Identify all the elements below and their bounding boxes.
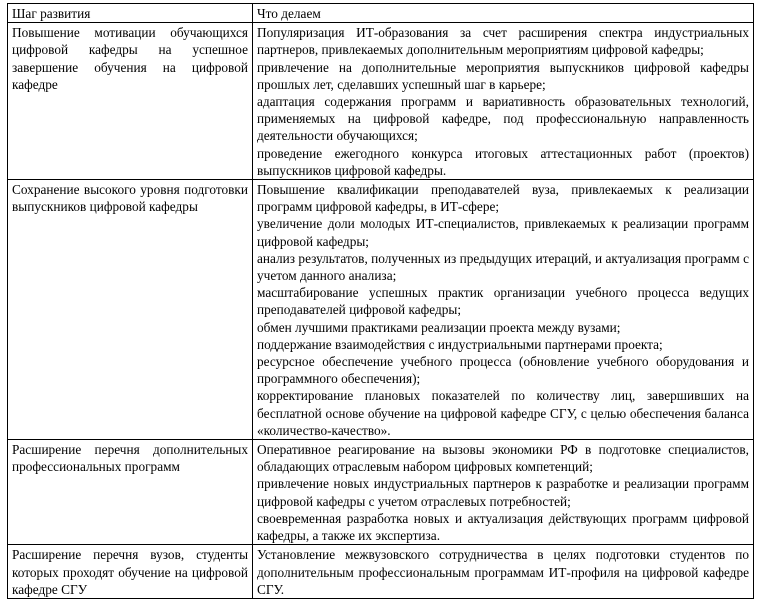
action-item: обмен лучшими практиками реализации проекта между вузами; (257, 319, 621, 335)
action-item: Оперативное реагирование на вызовы экономики РФ в подготовке специалистов, обладающих отраслевым набором цифровых компетенций; (257, 442, 749, 475)
actions-cell (253, 545, 754, 599)
header-step: Шаг развития (8, 4, 253, 23)
step-cell: Повышение мотивации обучающихся цифровой кафедры на успешное завершение обучения на цифровой кафедре (8, 23, 253, 180)
action-item: анализ результатов, полученных из предыдущих итераций, и актуализация программ с учетом данного анализа; (257, 250, 749, 284)
table-row (8, 440, 754, 545)
action-item: масштабирование успешных практик организации учебного процесса ведущих преподавателей цифровой кафедры; (257, 285, 749, 318)
header-actions: Что делаем (253, 4, 754, 23)
action-item: адаптация содержания программ и вариативность образовательных технологий, применяемых на цифровой кафедре, под профессиональную направленность деятельности обучающихся; (257, 94, 749, 144)
action-item: привлечение на дополнительные мероприятия выпускников цифровой кафедры прошлых лет, сделавших успешный шаг в карьере; (257, 59, 749, 92)
document-page (7, 3, 753, 599)
step-cell: Расширение перечня дополнительных профессиональных программ (8, 440, 253, 545)
development-steps-table (7, 3, 754, 599)
table-row (8, 545, 754, 599)
step-cell: Расширение перечня вузов, студенты которых проходят обучение на цифровой кафедре СГУ (8, 545, 253, 599)
table-header-row (8, 4, 754, 23)
action-item: проведение ежегодного конкурса итоговых аттестационных работ (проектов) выпускников цифровой кафедры. (257, 145, 749, 178)
action-item: Установление межвузовского сотрудничества в целях подготовки студентов по дополнительным профессиональным программам ИТ-профиля на цифровой кафедре СГУ. (257, 547, 749, 597)
table-row (8, 180, 754, 440)
action-item: поддержание взаимодействия с индустриальными партнерами проекта; (257, 336, 663, 352)
actions-cell (253, 180, 754, 440)
action-item: увеличение доли молодых ИТ-специалистов, привлекаемых к реализации программ цифровой кафедры; (257, 216, 749, 249)
action-item: привлечение новых индустриальных партнеров к разработке и реализации программ цифровой кафедры с учетом отраслевых потребностей; (257, 476, 749, 509)
action-item: Популяризация ИТ-образования за счет расширения спектра индустриальных партнеров, привлекаемых дополнительным мероприятиям цифровой кафедры; (257, 25, 749, 58)
action-item: ресурсное обеспечение учебного процесса (обновление учебного оборудования и программного обеспечения); (257, 354, 749, 387)
action-item: своевременная разработка новых и актуализация действующих программ цифровой кафедры, а также их экспертиза. (257, 510, 749, 544)
step-cell: Сохранение высокого уровня подготовки выпускников цифровой кафедры (8, 180, 253, 440)
action-item: Повышение квалификации преподавателей вуза, привлекаемых к реализации программ цифровой кафедры, в ИТ-сфере; (257, 182, 749, 215)
action-item: корректирование плановых показателей по количеству лиц, завершивших на бесплатной основе обучение на цифровой кафедре СГУ, с целью обеспечения баланса «количество-качество». (257, 388, 749, 438)
actions-cell (253, 23, 754, 180)
actions-cell (253, 440, 754, 545)
table-row (8, 23, 754, 180)
